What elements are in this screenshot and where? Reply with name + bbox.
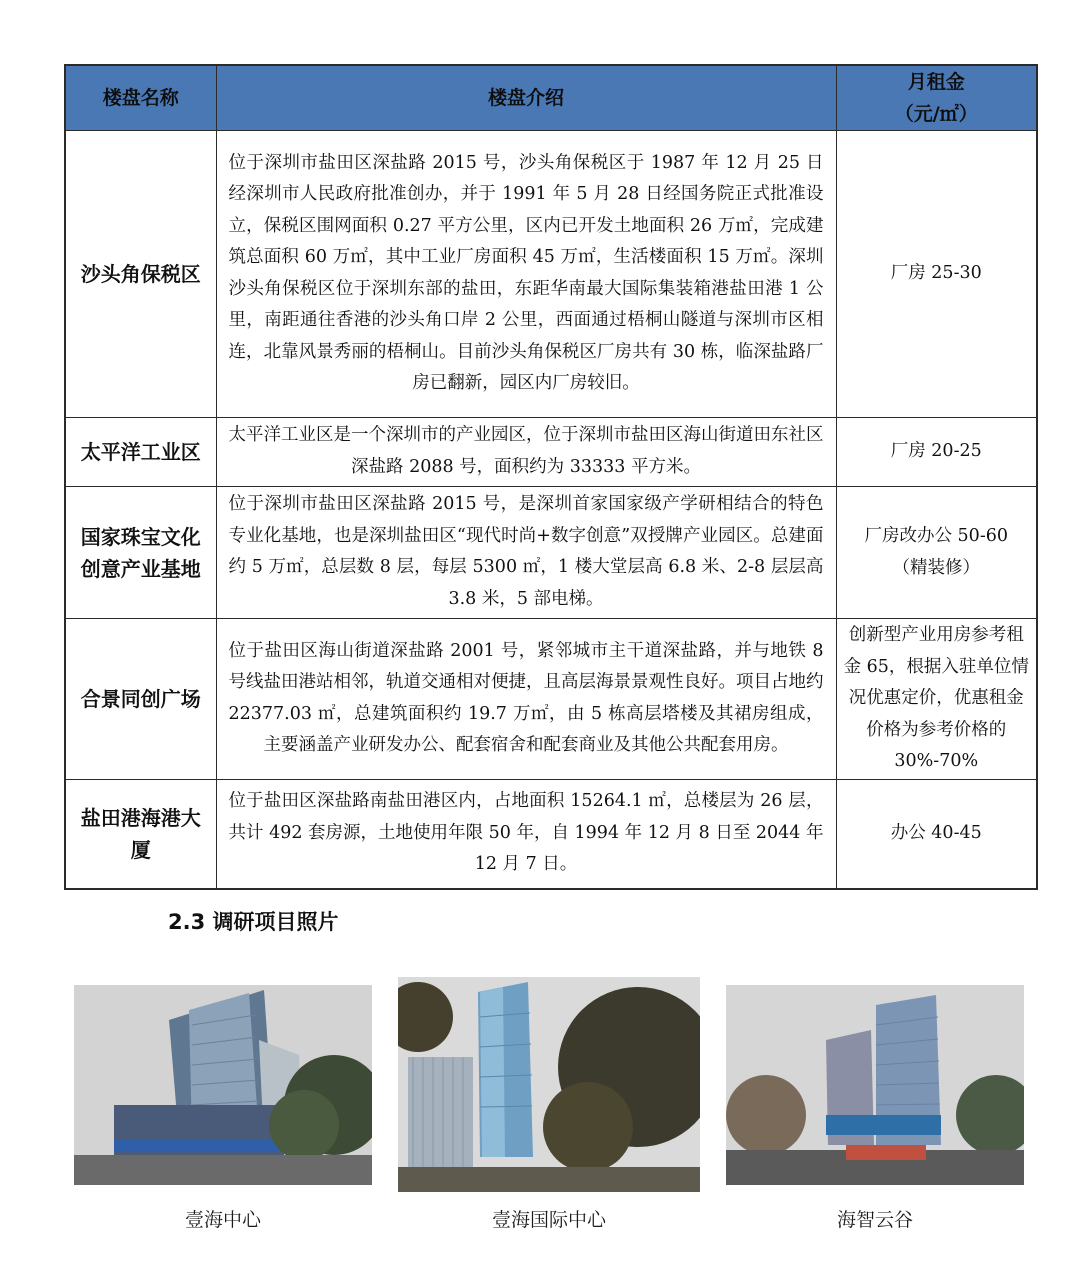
- property-name-cell: 合景同创广场: [65, 619, 216, 780]
- photo-caption: 壹海国际中心: [491, 1209, 606, 1231]
- property-name-cell: 盐田港海港大厦: [65, 780, 216, 889]
- property-rent-cell: 厂房 25-30: [836, 131, 1037, 418]
- property-table: [64, 64, 1038, 890]
- property-rent-cell: 办公 40-45: [836, 780, 1037, 889]
- property-rent-cell: 厂房改办公 50-60（精装修）: [836, 487, 1037, 619]
- property-intro-cell: 位于盐田区海山街道深盐路 2001 号，紧邻城市主干道深盐路，并与地铁 8 号线盐田港站相邻，轨道交通相对便捷，且高层海景景观性良好。项目占地约 22377.03 ㎡，总建筑面积约 19.7 万㎡，由 5 栋高层塔楼及其裙房组成，主要涵盖产业研发办公、配套宿舍和配套商业及其他公共配套用房。: [216, 619, 836, 780]
- table-row: [65, 418, 1037, 487]
- photo-haizhi-cloud-valley: [726, 985, 1024, 1185]
- property-intro-cell: 位于深圳市盐田区深盐路 2015 号，沙头角保税区于 1987 年 12 月 25 日经深圳市人民政府批准创办，并于 1991 年 5 月 28 日经国务院正式批准设立，保税区围网面积 0.27 平方公里，区内已开发土地面积 26 万㎡，完成建筑总面积 60 万㎡，其中工业厂房面积 45 万㎡，生活楼面积 15 万㎡。深圳沙头角保税区位于深圳东部的盐田，东距华南最大国际集装箱港盐田港 1 公里，南距通往香港的沙头角口岸 2 公里，西面通过梧桐山隧道与深圳市区相连，北靠风景秀丽的梧桐山。目前沙头角保税区厂房共有 30 栋，临深盐路厂房已翻新，园区内厂房较旧。: [216, 131, 836, 418]
- property-intro-cell: 位于深圳市盐田区深盐路 2015 号，是深圳首家国家级产学研相结合的特色专业化基地，也是深圳盐田区“现代时尚+数字创意”双授牌产业园区。总建面约 5 万㎡，总层数 8 层，每层 5300 ㎡，1 楼大堂层高 6.8 米、2-8 层层高 3.8 米，5 部电梯。: [216, 487, 836, 619]
- table-row: [65, 487, 1037, 619]
- property-intro-cell: 太平洋工业区是一个深圳市的产业园区，位于深圳市盐田区海山街道田东社区深盐路 2088 号，面积约为 33333 平方米。: [216, 418, 836, 487]
- header-property-intro: 楼盘介绍: [216, 65, 836, 131]
- table-row: [65, 780, 1037, 889]
- photo-caption: 壹海中心: [184, 1209, 261, 1231]
- property-name-cell: 国家珠宝文化创意产业基地: [65, 487, 216, 619]
- property-name-cell: 沙头角保税区: [65, 131, 216, 418]
- property-rent-cell: 创新型产业用房参考租金 65，根据入驻单位情况优惠定价，优惠租金价格为参考价格的 30%-70%: [836, 619, 1037, 780]
- property-intro-cell: 位于盐田区深盐路南盐田港区内，占地面积 15264.1 ㎡，总楼层为 26 层，共计 492 套房源，土地使用年限 50 年，自 1994 年 12 月 8 日至 2044 年 12 月 7 日。: [216, 780, 836, 889]
- header-property-name: 楼盘名称: [65, 65, 216, 131]
- table-row: [65, 619, 1037, 780]
- section-heading: 2.3 调研项目照片: [168, 910, 339, 934]
- photo-yihai-international-center: [398, 977, 700, 1192]
- photo-yihai-center: [74, 985, 372, 1185]
- property-rent-cell: 厂房 20-25: [836, 418, 1037, 487]
- photo-caption: 海智云谷: [836, 1209, 913, 1231]
- property-table-container: [64, 64, 1036, 890]
- property-name-cell: 太平洋工业区: [65, 418, 216, 487]
- table-header-row: [65, 65, 1037, 131]
- table-row: [65, 131, 1037, 418]
- header-monthly-rent: 月租金 （元/㎡）: [836, 65, 1037, 131]
